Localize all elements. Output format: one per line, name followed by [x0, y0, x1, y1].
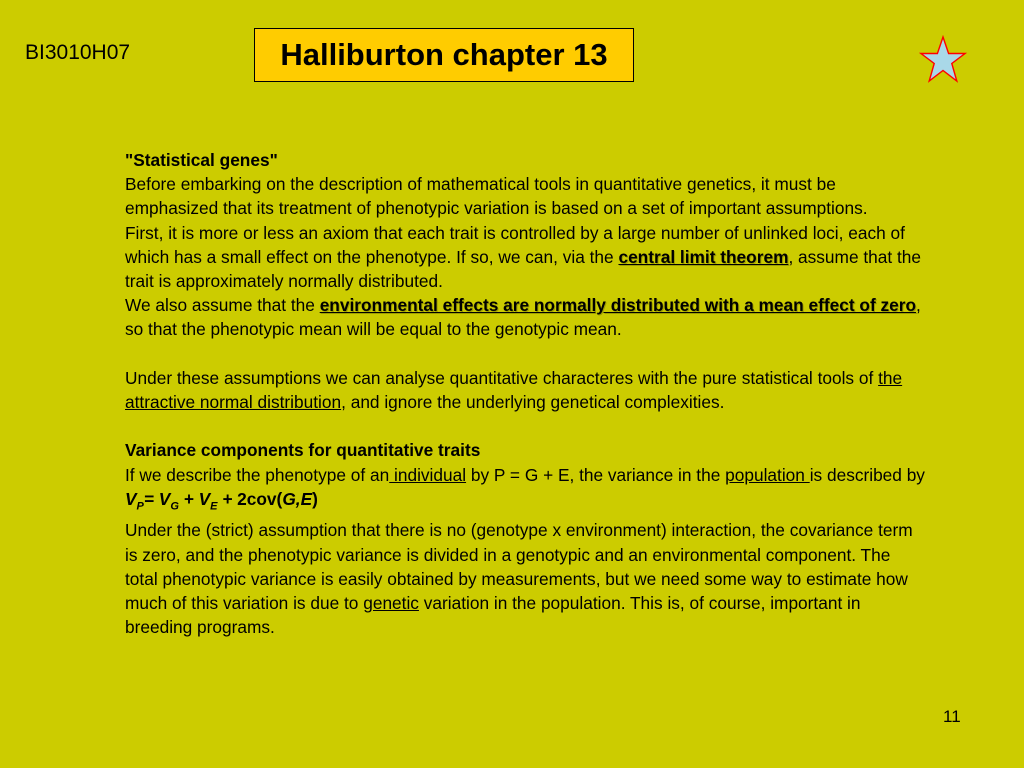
- environment-text-start: We also assume that the: [125, 295, 320, 316]
- interaction-text-start: Under the (strict) assumption that there is no (genotype x environment) interaction, the covariance term is zero, and the phenotypic variance is divided in a genotypic and an environmental component. The total phenotypic variance is easily obtained by measurements, but we need some way to estimate how much of this variation is due to: [125, 520, 913, 614]
- formula-close: ): [312, 488, 318, 509]
- environmental-effects-link[interactable]: environmental effects are normally distributed with a mean effect of zero: [319, 295, 917, 316]
- individual-link[interactable]: individual: [389, 464, 467, 485]
- formula-vp-sub: P: [136, 500, 144, 513]
- intro-paragraph: Before embarking on the description of mathematical tools in quantitative genetics, it must be emphasized that its treatment of phenotypic variation is based on a set of important assumptions.: [125, 174, 868, 219]
- interaction-paragraph: [125, 518, 925, 639]
- course-code: BI3010H07: [25, 41, 131, 64]
- population-link[interactable]: population: [725, 464, 810, 485]
- star-icon[interactable]: [919, 35, 967, 85]
- star-shape: [921, 37, 965, 81]
- formula-plus2: +: [217, 488, 238, 509]
- slide-body: [125, 148, 925, 639]
- formula-g: G: [282, 488, 296, 509]
- interaction-text-end: variation in the population. This is, of course, important in breeding programs.: [125, 593, 861, 638]
- normal-distribution-link[interactable]: the attractive normal distribution: [125, 367, 903, 413]
- heading-variance-components: Variance components for quantitative traits: [125, 440, 481, 461]
- genetic-link[interactable]: genetic: [363, 593, 419, 614]
- formula-eq: =: [143, 488, 159, 509]
- formula-comma: ,: [295, 488, 301, 509]
- assumptions-text-end: , and ignore the underlying genetical complexities.: [341, 392, 725, 413]
- formula-vg-sub: G: [170, 500, 179, 513]
- formula-ve-sub: E: [210, 500, 218, 513]
- formula-ve: V: [198, 488, 211, 509]
- phenotype-text-start: If we describe the phenotype of an: [125, 464, 390, 485]
- assumptions-text-start: Under these assumptions we can analyse quantitative characteres with the pure statistical tools of: [125, 367, 879, 388]
- page-number: 11: [943, 707, 961, 726]
- formula-plus1: +: [178, 488, 199, 509]
- assumptions-paragraph: [125, 366, 925, 414]
- phenotype-text-end: is described by: [809, 464, 925, 485]
- environment-paragraph: [125, 293, 925, 341]
- formula-e: E: [300, 488, 313, 509]
- phenotype-paragraph: [125, 463, 925, 487]
- spacer: [125, 414, 925, 438]
- axiom-paragraph: [125, 221, 925, 294]
- spacer: [125, 342, 925, 366]
- central-limit-theorem-link[interactable]: central limit theorem: [618, 246, 789, 267]
- axiom-text-start: First, it is more or less an axiom that each trait is controlled by a large number of unlinked loci, each of which has a small effect on the phenotype. If so, we can, via the: [125, 222, 905, 267]
- formula-cov: 2cov(: [237, 488, 283, 509]
- heading-statistical-genes: "Statistical genes": [125, 150, 278, 170]
- axiom-text-end: , assume that the trait is approximately normally distributed.: [125, 246, 922, 292]
- formula-vg: V: [158, 488, 171, 509]
- phenotype-text-mid: by P = G + E, the variance in the: [466, 464, 726, 485]
- variance-formula: [125, 487, 925, 519]
- formula-vp: V: [125, 488, 137, 509]
- environment-text-end: , so that the phenotypic mean will be equal to the genotypic mean.: [125, 295, 921, 340]
- slide-title: Halliburton chapter 13: [254, 28, 634, 82]
